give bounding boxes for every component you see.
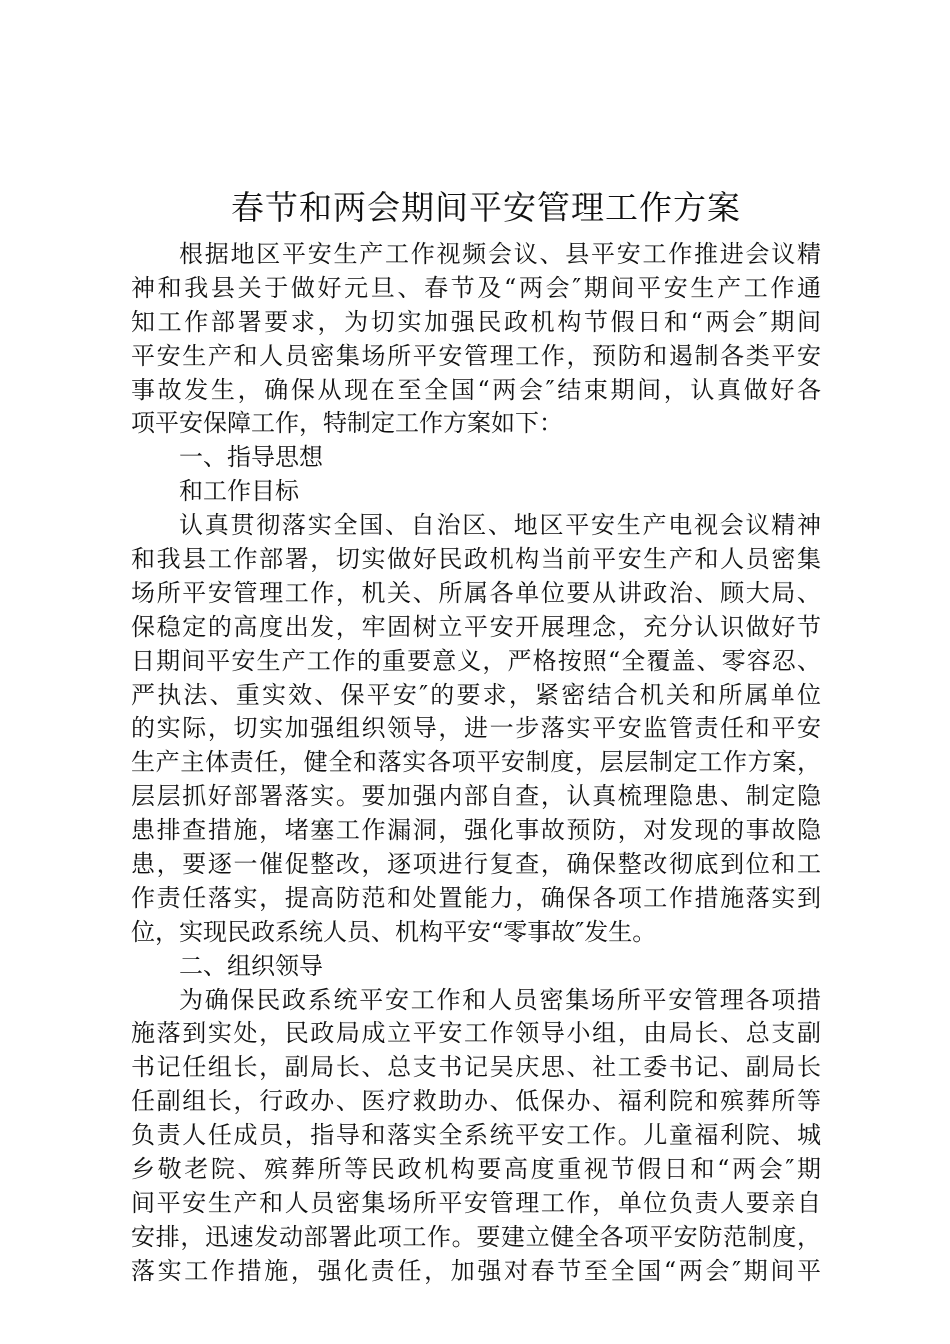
text-line: 间平安生产和人员密集场所平安管理工作，单位负责人要亲自 — [131, 1188, 821, 1217]
text-line: 场所平安管理工作，机关、所属各单位要从讲政治、顾大局、 — [131, 578, 821, 607]
document-page — [131, 180, 821, 1289]
text-line: 保稳定的高度出发，牢固树立平安开展理念，充分认识做好节 — [131, 612, 821, 641]
text-line: 平安生产和人员密集场所平安管理工作，预防和遏制各类平安 — [131, 341, 821, 370]
document-title: 春节和两会期间平安管理工作方案 — [231, 188, 741, 227]
text-line: 层层抓好部署落实。要加强内部自查，认真梳理隐患、制定隐 — [131, 782, 821, 811]
text-line: 日期间平安生产工作的重要意义，严格按照“全覆盖、零容忍、 — [131, 646, 821, 675]
text-line: 负责人任成员，指导和落实全系统平安工作。儿童福利院、城 — [131, 1121, 821, 1150]
text-line: 事故发生，确保从现在至全国“两会″结束期间，认真做好各 — [131, 375, 821, 404]
text-line: 为确保民政系统平安工作和人员密集场所平安管理各项措 — [179, 985, 821, 1014]
text-line: 根据地区平安生产工作视频会议、县平安工作推进会议精 — [179, 240, 821, 268]
text-line: 任副组长，行政办、医疗救助办、低保办、福利院和殡葬所等 — [131, 1087, 821, 1116]
text-line: 施落到实处，民政局成立平安工作领导小组，由局长、总支副 — [131, 1019, 821, 1048]
text-line: 和工作目标 — [179, 477, 299, 506]
text-line: 书记任组长，副局长、总支书记吴庆思、社工委书记、副局长 — [131, 1053, 821, 1082]
text-line: 生产主体责任，健全和落实各项平安制度，层层制定工作方案， — [131, 748, 821, 777]
text-line: 知工作部署要求，为切实加强民政机构节假日和“两会″期间 — [131, 307, 821, 336]
text-line: 位，实现民政系统人员、机构平安“零事故″发生。 — [131, 917, 657, 946]
text-line: 二、组织领导 — [179, 951, 323, 980]
text-line: 作责任落实，提高防范和处置能力，确保各项工作措施落实到 — [131, 883, 821, 912]
text-line: 和我县工作部署，切实做好民政机构当前平安生产和人员密集 — [131, 545, 821, 574]
text-line: 患排查措施，堵塞工作漏洞，强化事故预防，对发现的事故隐 — [131, 816, 821, 845]
text-line: 认真贯彻落实全国、自治区、地区平安生产电视会议精神 — [179, 511, 821, 540]
text-line: 患，要逐一催促整改，逐项进行复查，确保整改彻底到位和工 — [131, 850, 821, 879]
document-body — [131, 238, 821, 1289]
text-line: 严执法、重实效、保平安″的要求，紧密结合机关和所属单位 — [131, 680, 821, 709]
text-line: 的实际，切实加强组织领导，进一步落实平安监管责任和平安 — [131, 714, 821, 743]
text-line: 一、指导思想 — [179, 443, 323, 472]
text-line: 项平安保障工作，特制定工作方案如下： — [131, 409, 563, 438]
text-line: 乡敬老院、殡葬所等民政机构要高度重视节假日和“两会″期 — [131, 1155, 821, 1184]
text-line: 落实工作措施，强化责任，加强对春节至全国“两会″期间平 — [131, 1256, 821, 1285]
text-line: 安排，迅速发动部署此项工作。要建立健全各项平安防范制度， — [131, 1222, 821, 1251]
text-line: 神和我县关于做好元旦、春节及“两会″期间平安生产工作通 — [131, 273, 821, 302]
